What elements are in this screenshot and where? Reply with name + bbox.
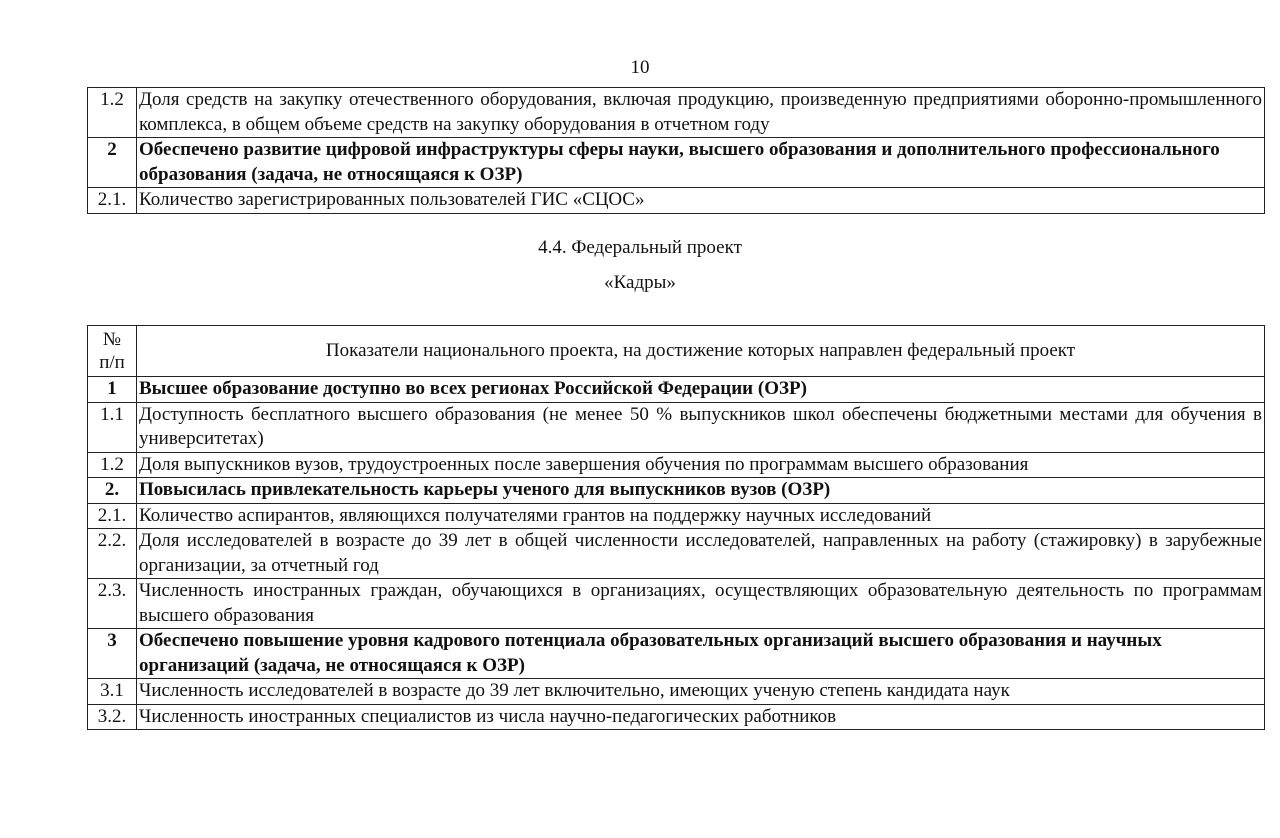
row-text: Численность исследователей в возрасте до 39 лет включительно, имеющих ученую степень кандидата наук	[137, 679, 1265, 705]
indicators-table-kadry	[87, 325, 1265, 730]
table-row	[88, 188, 1265, 214]
row-number: 2.	[88, 478, 137, 504]
row-text: Количество зарегистрированных пользователей ГИС «СЦОС»	[137, 188, 1265, 214]
row-text: Численность иностранных специалистов из числа научно-педагогических работников	[137, 704, 1265, 730]
row-text: Доля средств на закупку отечественного оборудования, включая продукцию, произведенную предприятиями оборонно-промышленного комплекса, в общем объеме средств на закупку оборудования в отчетном году	[137, 88, 1265, 138]
header-num-symbol: №	[102, 329, 122, 350]
table-row	[88, 377, 1265, 403]
column-header-indicators: Показатели национального проекта, на достижение которых направлен федеральный проект	[137, 326, 1265, 377]
table-row	[88, 579, 1265, 629]
table-row	[88, 629, 1265, 679]
table-row	[88, 529, 1265, 579]
table-row	[88, 138, 1265, 188]
row-text: Количество аспирантов, являющихся получателями грантов на поддержку научных исследований	[137, 503, 1265, 529]
row-text: Повысилась привлекательность карьеры ученого для выпускников вузов (ОЗР)	[137, 478, 1265, 504]
row-text: Обеспечено повышение уровня кадрового потенциала образовательных организаций высшего образования и научных организаций (задача, не относящаяся к ОЗР)	[137, 629, 1265, 679]
table-row	[88, 503, 1265, 529]
row-number: 1.1	[88, 402, 137, 452]
row-text: Численность иностранных граждан, обучающихся в организациях, осуществляющих образовательную деятельность по программам высшего образования	[137, 579, 1265, 629]
table-row	[88, 478, 1265, 504]
row-number: 2.1.	[88, 188, 137, 214]
table-row	[88, 704, 1265, 730]
header-num-abbr: п/п	[99, 352, 125, 373]
row-text: Доля выпускников вузов, трудоустроенных после завершения обучения по программам высшего образования	[137, 452, 1265, 478]
row-text: Доля исследователей в возрасте до 39 лет в общей численности исследователей, направленных на работу (стажировку) в зарубежные организации, за отчетный год	[137, 529, 1265, 579]
table-row	[88, 452, 1265, 478]
row-number: 1.2	[88, 88, 137, 138]
page-number: 10	[630, 57, 650, 78]
table-row	[88, 402, 1265, 452]
row-text: Высшее образование доступно во всех регионах Российской Федерации (ОЗР)	[137, 377, 1265, 403]
table-row	[88, 88, 1265, 138]
table-header-row	[88, 326, 1265, 377]
row-number: 3.2.	[88, 704, 137, 730]
row-number: 2.2.	[88, 529, 137, 579]
table-row	[88, 679, 1265, 705]
column-header-number	[88, 326, 137, 377]
row-text: Обеспечено развитие цифровой инфраструктуры сферы науки, высшего образования и дополнительного профессионального образования (задача, не относящаяся к ОЗР)	[137, 138, 1265, 188]
row-number: 2.1.	[88, 503, 137, 529]
row-number: 2.3.	[88, 579, 137, 629]
project-name: «Кадры»	[604, 272, 676, 293]
row-number: 2	[88, 138, 137, 188]
row-number: 3.1	[88, 679, 137, 705]
section-heading: 4.4. Федеральный проект	[538, 237, 742, 258]
row-number: 3	[88, 629, 137, 679]
row-number: 1.2	[88, 452, 137, 478]
row-text: Доступность бесплатного высшего образования (не менее 50 % выпускников школ обеспечены бюджетными местами для обучения в университетах)	[137, 402, 1265, 452]
indicators-table-previous	[87, 87, 1265, 214]
row-number: 1	[88, 377, 137, 403]
